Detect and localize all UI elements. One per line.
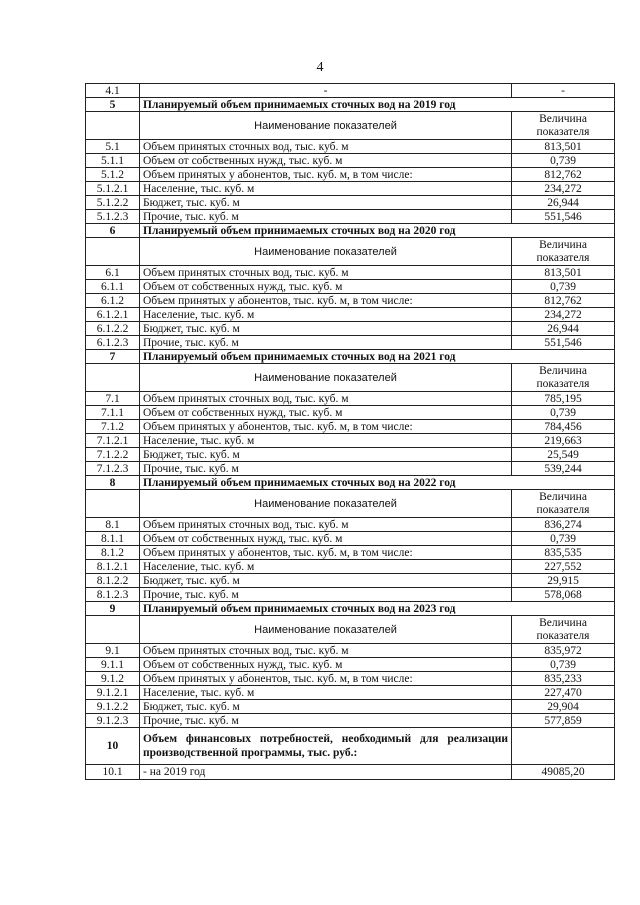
row-name: Прочие, тыс. куб. м	[140, 588, 512, 602]
empty-cell	[512, 728, 615, 765]
row-name: Объем принятых у абонентов, тыс. куб. м, в том числе:	[140, 672, 512, 686]
row-value: 0,739	[512, 154, 615, 168]
table-row	[86, 84, 615, 98]
table-row	[86, 588, 615, 602]
row-number: 7.1	[86, 392, 140, 406]
row-number: 9.1	[86, 644, 140, 658]
section-number: 6	[86, 224, 140, 238]
row-name: Прочие, тыс. куб. м	[140, 336, 512, 350]
section-number: 10	[86, 728, 140, 765]
row-name: Объем принятых у абонентов, тыс. куб. м, в том числе:	[140, 420, 512, 434]
section-number: 9	[86, 602, 140, 616]
row-value: 26,944	[512, 196, 615, 210]
finance-section-row	[86, 728, 615, 765]
row-name: Объем принятых сточных вод, тыс. куб. м	[140, 644, 512, 658]
row-value: 234,272	[512, 182, 615, 196]
row-value: 835,233	[512, 672, 615, 686]
table-row	[86, 546, 615, 560]
row-value: 785,195	[512, 392, 615, 406]
table-row	[86, 336, 615, 350]
row-name: Население, тыс. куб. м	[140, 686, 512, 700]
column-header-value: Величина показателя	[512, 238, 615, 266]
row-value: 551,546	[512, 210, 615, 224]
row-value: 812,762	[512, 294, 615, 308]
row-value: 578,068	[512, 588, 615, 602]
row-value: 835,535	[512, 546, 615, 560]
row-name: Объем принятых у абонентов, тыс. куб. м, в том числе:	[140, 168, 512, 182]
column-header-value: Величина показателя	[512, 364, 615, 392]
row-name: Население, тыс. куб. м	[140, 182, 512, 196]
section-title-row	[86, 602, 615, 616]
row-number: 5.1.2	[86, 168, 140, 182]
row-value: 784,456	[512, 420, 615, 434]
row-name: Объем принятых у абонентов, тыс. куб. м, в том числе:	[140, 294, 512, 308]
row-number: 7.1.2.2	[86, 448, 140, 462]
table-row	[86, 140, 615, 154]
table-row	[86, 308, 615, 322]
empty-cell	[86, 616, 140, 644]
row-number: 8.1.1	[86, 532, 140, 546]
row-number: 6.1	[86, 266, 140, 280]
row-number: 6.1.2.1	[86, 308, 140, 322]
row-value: 836,274	[512, 518, 615, 532]
row-value: -	[512, 84, 615, 98]
table-row	[86, 434, 615, 448]
row-name: Объем принятых сточных вод, тыс. куб. м	[140, 518, 512, 532]
row-number: 8.1.2.3	[86, 588, 140, 602]
table-row	[86, 168, 615, 182]
row-name: Объем принятых у абонентов, тыс. куб. м, в том числе:	[140, 546, 512, 560]
table-row	[86, 154, 615, 168]
row-name: Объем от собственных нужд, тыс. куб. м	[140, 658, 512, 672]
row-value: 812,762	[512, 168, 615, 182]
row-number: 5.1.2.2	[86, 196, 140, 210]
column-header-row	[86, 238, 615, 266]
row-value: 551,546	[512, 336, 615, 350]
table-row	[86, 672, 615, 686]
row-name: Объем принятых сточных вод, тыс. куб. м	[140, 392, 512, 406]
row-name: Прочие, тыс. куб. м	[140, 462, 512, 476]
section-title: Планируемый объем принимаемых сточных вод на 2022 год	[140, 476, 615, 490]
row-value: 0,739	[512, 658, 615, 672]
row-number: 5.1	[86, 140, 140, 154]
table-row	[86, 280, 615, 294]
section-title: Планируемый объем принимаемых сточных вод на 2019 год	[140, 98, 615, 112]
table-row	[86, 714, 615, 728]
section-title-row	[86, 476, 615, 490]
column-header-row	[86, 490, 615, 518]
empty-cell	[86, 490, 140, 518]
column-header-row	[86, 112, 615, 140]
row-number: 9.1.2.2	[86, 700, 140, 714]
row-value: 227,470	[512, 686, 615, 700]
row-number: 9.1.2	[86, 672, 140, 686]
column-header-name: Наименование показателей	[140, 364, 512, 392]
row-name: Население, тыс. куб. м	[140, 434, 512, 448]
row-name: Объем принятых сточных вод, тыс. куб. м	[140, 140, 512, 154]
row-name: Население, тыс. куб. м	[140, 560, 512, 574]
row-value: 49085,20	[512, 765, 615, 780]
table-row	[86, 322, 615, 336]
row-value: 835,972	[512, 644, 615, 658]
section-title-row	[86, 98, 615, 112]
section-title: Планируемый объем принимаемых сточных вод на 2021 год	[140, 350, 615, 364]
row-name: - на 2019 год	[140, 765, 512, 780]
row-name: Объем принятых сточных вод, тыс. куб. м	[140, 266, 512, 280]
column-header-value: Величина показателя	[512, 490, 615, 518]
row-number: 7.1.2	[86, 420, 140, 434]
row-value: 0,739	[512, 406, 615, 420]
column-header-value: Величина показателя	[512, 616, 615, 644]
table-row	[86, 294, 615, 308]
table-row	[86, 210, 615, 224]
row-name: -	[140, 84, 512, 98]
row-value: 0,739	[512, 532, 615, 546]
row-name: Объем от собственных нужд, тыс. куб. м	[140, 532, 512, 546]
row-number: 9.1.1	[86, 658, 140, 672]
production-program-table	[85, 83, 615, 780]
row-name: Прочие, тыс. куб. м	[140, 714, 512, 728]
row-number: 8.1.2.2	[86, 574, 140, 588]
table-row	[86, 658, 615, 672]
column-header-value: Величина показателя	[512, 112, 615, 140]
empty-cell	[86, 112, 140, 140]
section-title: Планируемый объем принимаемых сточных вод на 2023 год	[140, 602, 615, 616]
row-name: Бюджет, тыс. куб. м	[140, 574, 512, 588]
row-value: 813,501	[512, 266, 615, 280]
row-name: Бюджет, тыс. куб. м	[140, 448, 512, 462]
row-value: 26,944	[512, 322, 615, 336]
row-number: 5.1.2.3	[86, 210, 140, 224]
row-value: 219,663	[512, 434, 615, 448]
row-number: 9.1.2.1	[86, 686, 140, 700]
row-value: 813,501	[512, 140, 615, 154]
row-number: 8.1	[86, 518, 140, 532]
section-title: Объем финансовых потребностей, необходимый для реализации производственной программы, тыс. руб.:	[140, 728, 512, 765]
table-row	[86, 560, 615, 574]
empty-cell	[86, 364, 140, 392]
empty-cell	[86, 238, 140, 266]
page-number: 4	[316, 60, 324, 75]
table-row	[86, 448, 615, 462]
row-name: Объем от собственных нужд, тыс. куб. м	[140, 280, 512, 294]
row-number: 6.1.2.3	[86, 336, 140, 350]
row-name: Объем от собственных нужд, тыс. куб. м	[140, 406, 512, 420]
row-value: 25,549	[512, 448, 615, 462]
row-number: 6.1.1	[86, 280, 140, 294]
table-body	[86, 84, 615, 780]
row-number: 8.1.2	[86, 546, 140, 560]
row-name: Бюджет, тыс. куб. м	[140, 322, 512, 336]
table-row	[86, 392, 615, 406]
row-number: 9.1.2.3	[86, 714, 140, 728]
column-header-row	[86, 364, 615, 392]
row-name: Население, тыс. куб. м	[140, 308, 512, 322]
column-header-name: Наименование показателей	[140, 112, 512, 140]
section-title: Планируемый объем принимаемых сточных вод на 2020 год	[140, 224, 615, 238]
table-row	[86, 182, 615, 196]
table-row	[86, 765, 615, 780]
row-value: 0,739	[512, 280, 615, 294]
row-number: 7.1.2.3	[86, 462, 140, 476]
table-row	[86, 406, 615, 420]
row-value: 29,904	[512, 700, 615, 714]
row-number: 8.1.2.1	[86, 560, 140, 574]
row-number: 7.1.1	[86, 406, 140, 420]
table-row	[86, 686, 615, 700]
table-row	[86, 196, 615, 210]
table-row	[86, 574, 615, 588]
column-header-name: Наименование показателей	[140, 238, 512, 266]
row-number: 5.1.2.1	[86, 182, 140, 196]
section-title-row	[86, 224, 615, 238]
row-number: 10.1	[86, 765, 140, 780]
column-header-row	[86, 616, 615, 644]
table-row	[86, 420, 615, 434]
row-name: Бюджет, тыс. куб. м	[140, 700, 512, 714]
table-row	[86, 266, 615, 280]
section-number: 5	[86, 98, 140, 112]
row-value: 539,244	[512, 462, 615, 476]
section-number: 7	[86, 350, 140, 364]
section-title-row	[86, 350, 615, 364]
row-value: 234,272	[512, 308, 615, 322]
row-name: Прочие, тыс. куб. м	[140, 210, 512, 224]
row-name: Объем от собственных нужд, тыс. куб. м	[140, 154, 512, 168]
row-value: 227,552	[512, 560, 615, 574]
table-row	[86, 518, 615, 532]
row-number: 7.1.2.1	[86, 434, 140, 448]
table-row	[86, 700, 615, 714]
row-number: 4.1	[86, 84, 140, 98]
row-number: 6.1.2	[86, 294, 140, 308]
row-name: Бюджет, тыс. куб. м	[140, 196, 512, 210]
column-header-name: Наименование показателей	[140, 616, 512, 644]
column-header-name: Наименование показателей	[140, 490, 512, 518]
section-number: 8	[86, 476, 140, 490]
row-value: 577,859	[512, 714, 615, 728]
row-number: 6.1.2.2	[86, 322, 140, 336]
table-row	[86, 462, 615, 476]
table-row	[86, 532, 615, 546]
row-number: 5.1.1	[86, 154, 140, 168]
table-row	[86, 644, 615, 658]
row-value: 29,915	[512, 574, 615, 588]
